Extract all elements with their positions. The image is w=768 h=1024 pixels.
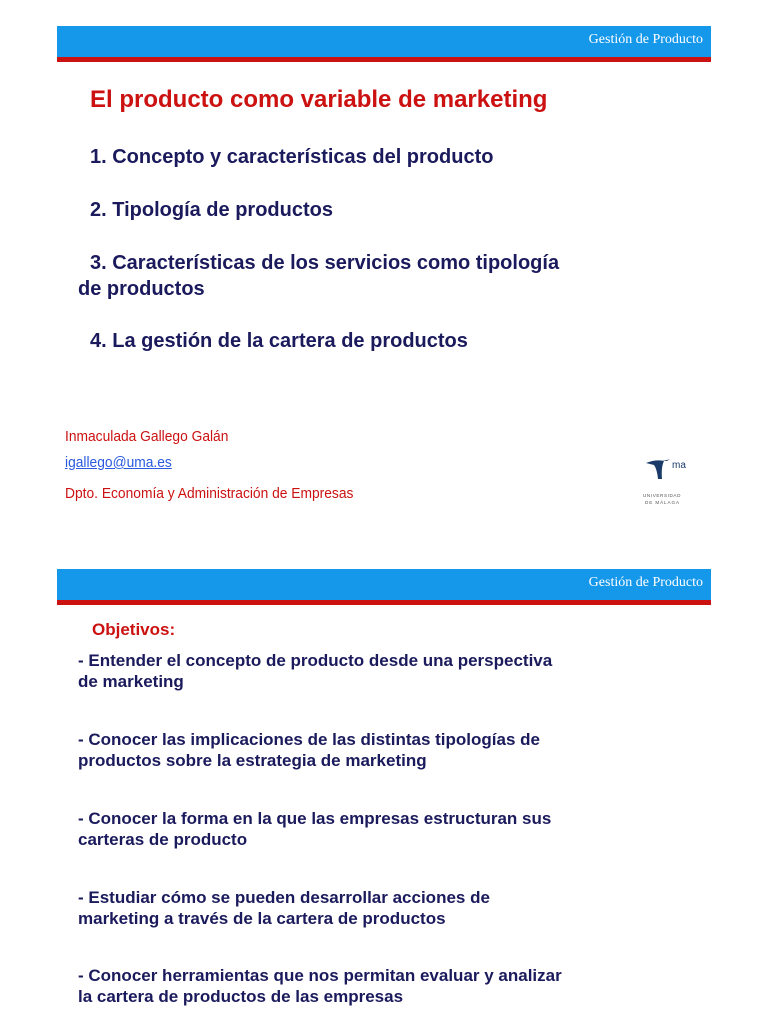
topic-item-line: 1. Concepto y características del producto	[90, 146, 494, 168]
objective-item-4	[78, 887, 490, 929]
header-title: Gestión de Producto	[588, 575, 703, 590]
logo-mark-icon	[646, 460, 664, 479]
objective-line: - Conocer herramientas que nos permitan evaluar y analizar	[78, 966, 562, 985]
logo-line-2: DE MÁLAGA	[645, 500, 680, 505]
topic-item-line: 3. Características de los servicios como tipología	[90, 252, 560, 274]
objective-item-3	[78, 808, 551, 850]
slide-2	[0, 540, 768, 1024]
objective-item-2	[78, 729, 540, 771]
topic-item-1	[90, 144, 493, 170]
objective-line: la cartera de productos de las empresas	[78, 987, 404, 1006]
objective-line: productos sobre la estrategia de marketing	[78, 751, 427, 770]
header-red-line	[57, 57, 711, 62]
logo-mark-text: ma	[672, 460, 686, 471]
topic-item-line: 2. Tipología de productos	[90, 199, 333, 221]
author-department: Dpto. Economía y Administración de Empresas	[65, 485, 354, 502]
topic-item-3	[78, 250, 560, 302]
header-bar	[57, 569, 711, 600]
author-email-link[interactable]: igallego@uma.es	[65, 454, 172, 471]
objective-line: carteras de producto	[78, 830, 248, 849]
header-title: Gestión de Producto	[588, 32, 703, 47]
header-red-line	[57, 600, 711, 605]
topic-item-4	[90, 328, 468, 354]
slide-title: El producto como variable de marketing	[90, 86, 548, 113]
author-name: Inmaculada Gallego Galán	[65, 428, 229, 445]
objective-line: - Conocer las implicaciones de las distintas tipologías de	[78, 730, 540, 749]
objective-line: - Estudiar cómo se pueden desarrollar acciones de	[78, 888, 490, 907]
topic-item-2	[90, 197, 333, 223]
objective-line: - Entender el concepto de producto desde una perspectiva	[78, 651, 553, 670]
university-logo	[642, 455, 698, 511]
objective-item-1	[78, 650, 552, 692]
objective-line: marketing a través de la cartera de productos	[78, 909, 446, 928]
objectives-title: Objetivos:	[92, 620, 176, 639]
logo-line-1: UNIVERSIDAD	[643, 493, 681, 498]
objective-line: - Conocer la forma en la que las empresas estructuran sus	[78, 809, 552, 828]
topic-item-line: 4. La gestión de la cartera de productos	[90, 330, 468, 352]
objective-item-5	[78, 965, 562, 1007]
objective-line: de marketing	[78, 672, 184, 691]
header-bar	[57, 26, 711, 57]
topic-item-line: de productos	[78, 278, 205, 300]
